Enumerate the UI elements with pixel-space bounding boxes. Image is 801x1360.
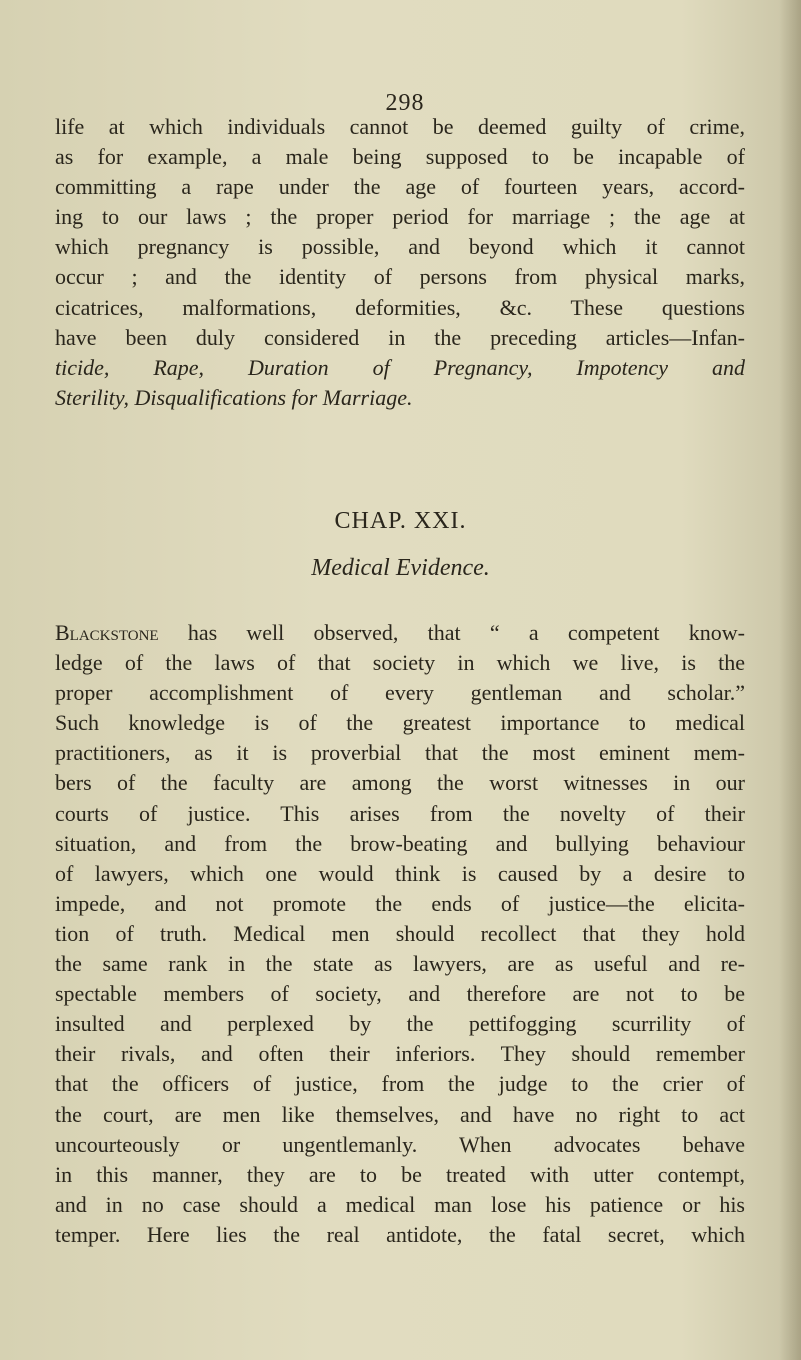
chapter-title: Medical Evidence.: [311, 555, 490, 581]
text-line: Sterility, Disqualifications for Marriage.: [55, 384, 413, 410]
text-line: temper. Here lies the real antidote, the fatal secret, which: [55, 1221, 745, 1247]
text-line: impede, and not promote the ends of justice—the elicita-: [55, 890, 745, 916]
text-line: cicatrices, malformations, deformities, &c. These questions: [55, 294, 745, 320]
text-line: ticide, Rape, Duration of Pregnancy, Impotency and: [55, 354, 745, 380]
text-line-rest: has well observed, that “ a competent know-: [158, 620, 745, 645]
text-line: the same rank in the state as lawyers, are as useful and re-: [55, 951, 745, 977]
text-line: insulted and perplexed by the pettifogging scurrility of: [55, 1011, 745, 1037]
text-line: committing a rape under the age of fourteen years, accord-: [55, 174, 745, 200]
text-line: [55, 618, 745, 648]
intro-paragraph: [55, 112, 745, 413]
text-line: in this manner, they are to be treated with utter contempt,: [55, 1161, 745, 1187]
chapter-heading: CHAP. XXI.: [334, 508, 467, 534]
text-line: ing to our laws ; the proper period for marriage ; the age at: [55, 204, 745, 230]
text-line: as for example, a male being supposed to be incapable of: [55, 144, 745, 170]
text-line: bers of the faculty are among the worst witnesses in our: [55, 770, 745, 796]
text-line: of lawyers, which one would think is caused by a desire to: [55, 860, 745, 886]
text-line: practitioners, as it is proverbial that the most eminent mem-: [55, 740, 745, 766]
text-line: proper accomplishment of every gentleman and scholar.”: [55, 680, 745, 706]
text-line: occur ; and the identity of persons from physical marks,: [55, 264, 745, 290]
text-line: tion of truth. Medical men should recollect that they hold: [55, 920, 745, 946]
lead-word: Blackstone: [55, 620, 159, 645]
text-line: which pregnancy is possible, and beyond which it cannot: [55, 234, 745, 260]
text-line: ledge of the laws of that society in which we live, is the: [55, 650, 745, 676]
text-line: situation, and from the brow-beating and bullying behaviour: [55, 830, 745, 856]
text-line: have been duly considered in the preceding articles—Infan-: [55, 324, 745, 350]
text-line: Such knowledge is of the greatest importance to medical: [55, 710, 745, 736]
text-line: life at which individuals cannot be deemed guilty of crime,: [55, 114, 745, 139]
text-line: spectable members of society, and therefore are not to be: [55, 981, 745, 1007]
text-line: uncourteously or ungentlemanly. When advocates behave: [55, 1131, 745, 1157]
body-paragraph: [55, 618, 745, 1250]
text-line: the court, are men like themselves, and have no right to act: [55, 1101, 745, 1127]
text-line: and in no case should a medical man lose his patience or his: [55, 1191, 745, 1217]
page-number: 298: [385, 90, 425, 116]
text-line: their rivals, and often their inferiors. They should remember: [55, 1041, 745, 1067]
text-line: that the officers of justice, from the judge to the crier of: [55, 1071, 745, 1097]
text-line: courts of justice. This arises from the novelty of their: [55, 800, 745, 826]
page-edge-shadow: [779, 0, 801, 1360]
